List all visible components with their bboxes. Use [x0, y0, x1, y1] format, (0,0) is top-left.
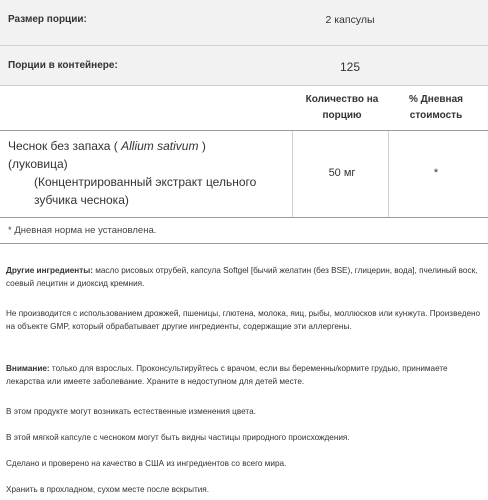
- serving-size-row: [0, 0, 488, 46]
- ingredient-name-suffix: ): [201, 139, 206, 153]
- note-storage: Хранить в прохладном, сухом месте после вскрытия.: [6, 485, 209, 494]
- ingredient-latin-name: Allium sativum: [121, 139, 199, 153]
- warning: [6, 362, 484, 388]
- ingredient-extract-line1: (Концентрированный экстракт цельного: [34, 175, 257, 189]
- column-divider: [292, 131, 293, 217]
- warning-label: Внимание:: [6, 364, 50, 373]
- note-made-in-usa: Сделано и проверено на качество в США из ингредиентов со всего мира.: [6, 459, 287, 468]
- amount-header-line2: порцию: [322, 110, 362, 121]
- other-ingredients: [6, 264, 484, 290]
- daily-value-header: [388, 92, 484, 124]
- daily-value-footnote: * Дневная норма не установлена.: [8, 225, 157, 236]
- ingredient-row: [0, 130, 488, 218]
- ingredient-part: (луковица): [8, 157, 68, 171]
- ingredient-name-prefix: Чеснок без запаха (: [8, 139, 118, 153]
- amount-header-line1: Количество на: [305, 94, 379, 105]
- warning-text: только для взрослых. Проконсультируйтесь с врачом, если вы беременны/кормите грудью, принимаете лекарства или имеете заболевание. Храните в недоступном для детей месте.: [6, 364, 448, 386]
- ingredient-amount: 50 мг: [328, 167, 356, 179]
- serving-size-value: 2 капсулы: [325, 14, 375, 26]
- ingredient-daily-value: *: [433, 167, 439, 179]
- note-natural-particles: В этой мягкой капсуле с чесноком могут быть видны частицы природного происхождения.: [6, 433, 350, 442]
- other-ingredients-label: Другие ингредиенты:: [6, 266, 93, 275]
- amount-per-serving-header: [296, 92, 388, 124]
- note-color-variation: В этом продукте могут возникать естественные изменения цвета.: [6, 407, 256, 416]
- footnote-row: [0, 218, 488, 244]
- servings-per-container-label: Порции в контейнере:: [8, 60, 118, 71]
- daily-value-header-line1: % Дневная: [409, 94, 463, 105]
- allergen-statement: Не производится с использованием дрожжей, пшеницы, глютена, молока, яиц, рыбы, моллюсков или кунжута. Произведено на объекте GMP, который обрабатывает другие ингредиенты, содержащие эти аллергены.: [6, 309, 481, 331]
- other-ingredients-text: масло рисовых отрубей, капсула Softgel [бычий желатин (без BSE), глицерин, вода], пчелиный воск, соевый лецитин и диоксид кремния.: [6, 266, 478, 288]
- daily-value-header-line2: стоимость: [409, 110, 463, 121]
- servings-per-container-row: [0, 46, 488, 86]
- table-header-row: [0, 86, 488, 130]
- serving-size-label: Размер порции:: [8, 14, 87, 25]
- ingredient-extract-line2: зубчика чеснока): [34, 193, 129, 207]
- servings-per-container-value: 125: [339, 60, 361, 74]
- ingredient-name: [8, 137, 288, 209]
